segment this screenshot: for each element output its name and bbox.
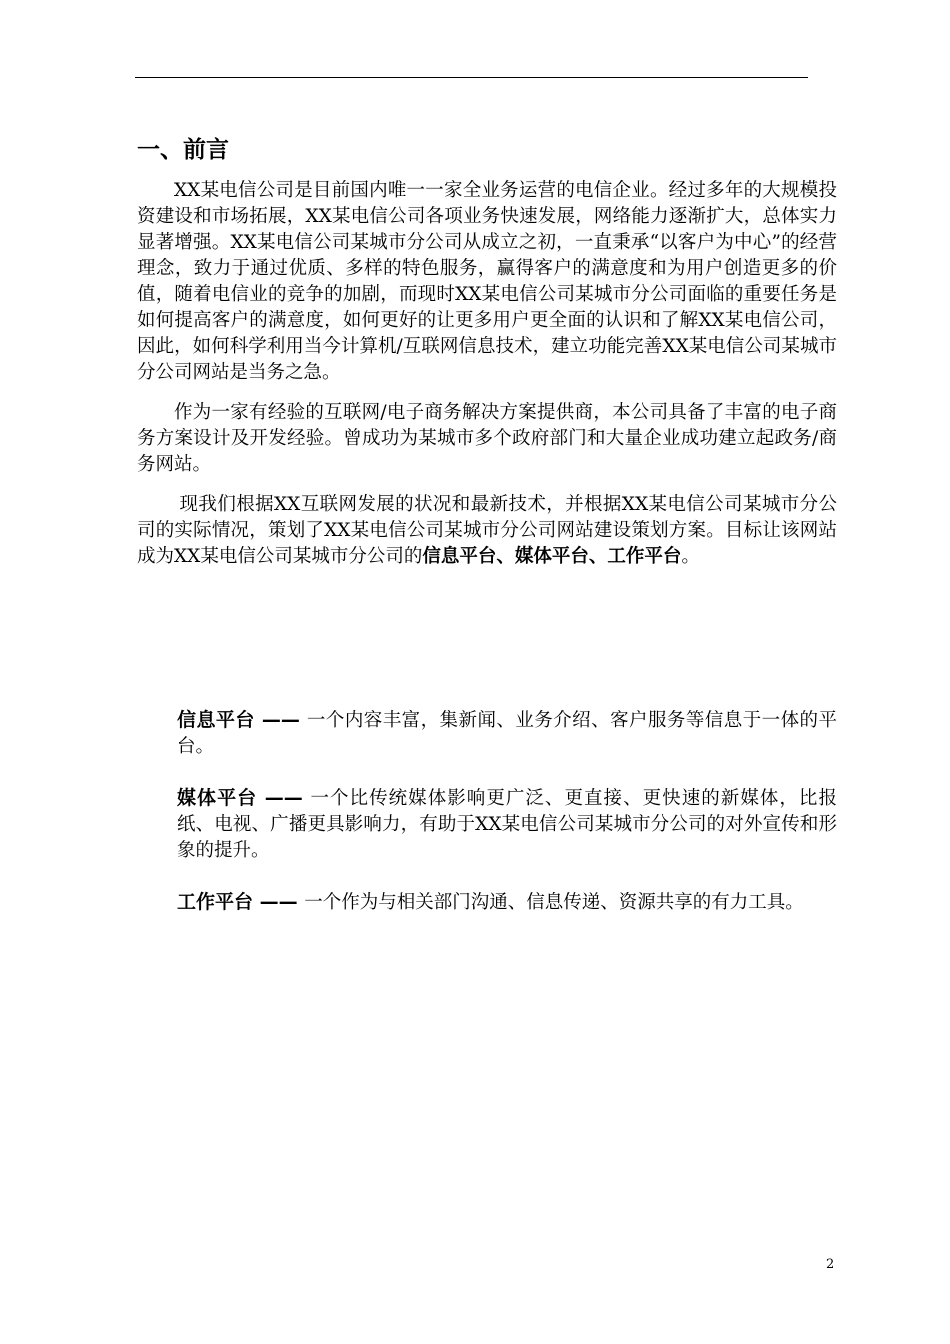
platform-item [177,707,837,760]
platform-dash: —— [254,709,307,731]
platform-dash: —— [257,787,311,809]
platform-term: 信息平台 [177,709,255,731]
page-number: 2 [826,1257,835,1272]
paragraph-plan-text: 现我们根据XX互联网发展的状况和最新技术，并根据XX某电信公司某城市分公司的实际情况，策划了XX某电信公司某城市分公司网站建设策划方案。目标让该网站成为XX某电信公司某城市分公司的 [137,494,837,567]
platform-list [177,707,837,941]
platform-item [177,889,837,916]
body-text [137,178,837,584]
platform-desc: 一个比传统媒体影响更广泛、更直接、更快速的新媒体，比报纸、电视、广播更具影响力，有助于XX某电信公司某城市分公司的对外宣传和形象的提升。 [177,788,837,861]
platform-dash: —— [253,891,305,913]
paragraph-plan [137,492,837,570]
platform-desc: 一个内容丰富，集新闻、业务介绍、客户服务等信息于一体的平台。 [177,710,837,757]
section-heading: 一、前言 [137,137,229,163]
platform-term: 媒体平台 [177,787,258,809]
platform-desc: 一个作为与相关部门沟通、信息传递、资源共享的有力工具。 [304,892,804,913]
paragraph-intro: XX某电信公司是目前国内唯一一家全业务运营的电信企业。经过多年的大规模投资建设和市场拓展，XX某电信公司各项业务快速发展，网络能力逐渐扩大，总体实力显著增强。XX某电信公司某城市分公司从成立之初，一直秉承“以客户为中心”的经营理念，致力于通过优质、多样的特色服务，赢得客户的满意度和为用户创造更多的价值，随着电信业的竞争的加剧，而现时XX某电信公司某城市分公司面临的重要任务是如何提高客户的满意度，如何更好的让更多用户更全面的认识和了解XX某电信公司，因此，如何科学利用当今计算机/互联网信息技术，建立功能完善XX某电信公司某城市分公司网站是当务之急。 [137,180,837,383]
paragraph-plan-end: 。 [681,546,700,567]
platform-term: 工作平台 [177,891,254,913]
platform-item [177,785,837,864]
header-rule [135,77,808,78]
paragraph-plan-bold: 信息平台、媒体平台、工作平台 [422,546,682,567]
paragraph-company: 作为一家有经验的互联网/电子商务解决方案提供商，本公司具备了丰富的电子商务方案设计及开发经验。曾成功为某城市多个政府部门和大量企业成功建立起政务/商务网站。 [137,402,837,475]
